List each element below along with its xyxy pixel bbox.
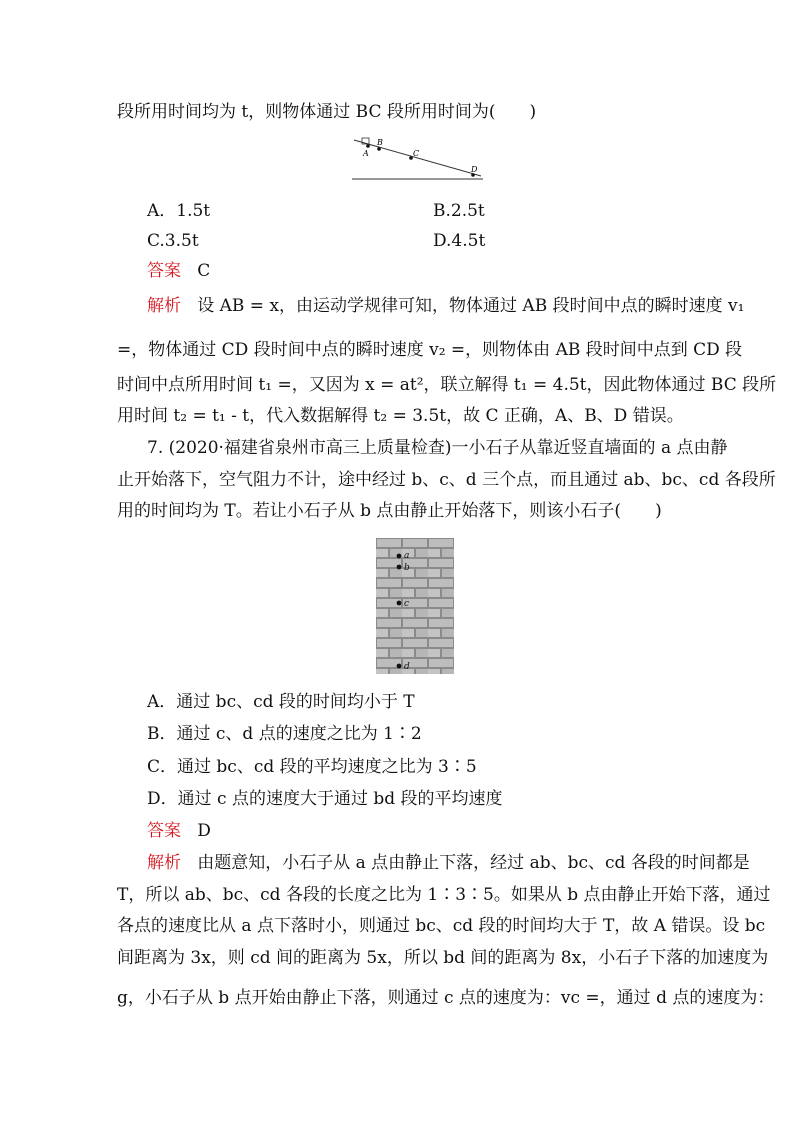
q7-analysis-line-5: g，小石子从 b 点开始由静止下落，则通过 c 点的速度为：vc =，通过 d 点的速度为： bbox=[117, 988, 775, 1008]
q7-option-a: A．通过 bc、cd 段的时间均小于 T bbox=[147, 692, 415, 712]
q7-analysis-line-2: T，所以 ab、bc、cd 各段的长度之比为 1∶3∶5。如果从 b 点由静止开始下落，通过 bbox=[117, 885, 771, 905]
incline-figure bbox=[348, 134, 488, 184]
label-b: b bbox=[404, 563, 410, 573]
q7-option-d: D．通过 c 点的速度大于通过 bd 段的平均速度 bbox=[147, 789, 503, 809]
point-b-dot bbox=[397, 565, 402, 570]
point-b-dot bbox=[377, 147, 381, 151]
q6-option-c: C.3.5t bbox=[147, 231, 199, 251]
answer-label: 答案 bbox=[147, 821, 181, 841]
point-c-dot bbox=[397, 601, 402, 606]
q7-stem-line-2: 止开始落下，空气阻力不计，途中经过 b、c、d 三个点，而且通过 ab、bc、cd 各段所 bbox=[117, 470, 776, 490]
label-c: c bbox=[404, 599, 410, 609]
answer-value: C bbox=[197, 261, 211, 281]
analysis-label: 解析 bbox=[147, 853, 181, 873]
label-c: C bbox=[413, 149, 420, 158]
q6-analysis-line-4: 用时间 t₂ = t₁ - t，代入数据解得 t₂ = 3.5t，故 C 正确，A、B、D 错误。 bbox=[117, 406, 684, 426]
q7-analysis-line-1 bbox=[147, 853, 750, 873]
q7-analysis-line-4: 间距离为 3x，则 cd 间的距离为 5x，所以 bd 间的距离为 8x，小石子下落的加速度为 bbox=[117, 948, 769, 968]
q7-stem-line-1: 7. (2020·福建省泉州市高三上质量检查)一小石子从靠近竖直墙面的 a 点由静 bbox=[147, 438, 728, 458]
label-a: A bbox=[363, 149, 369, 158]
answer-label: 答案 bbox=[147, 261, 181, 281]
analysis-label: 解析 bbox=[147, 296, 181, 316]
q6-answer bbox=[147, 261, 210, 281]
q6-option-a: A．1.5t bbox=[147, 201, 211, 221]
analysis-text: 由题意知，小石子从 a 点由静止下落，经过 ab、bc、cd 各段的时间都是 bbox=[197, 853, 750, 873]
point-a-dot bbox=[366, 144, 370, 148]
q7-analysis-line-3: 各点的速度比从 a 点下落时小，则通过 bc、cd 段的时间均大于 T，故 A 错误。设 bc bbox=[117, 916, 766, 936]
point-d-dot bbox=[397, 664, 402, 669]
analysis-text: 设 AB = x，由运动学规律可知，物体通过 AB 段时间中点的瞬时速度 v₁ bbox=[197, 296, 745, 316]
point-a-dot bbox=[397, 554, 402, 559]
q7-option-c: C．通过 bc、cd 段的平均速度之比为 3∶5 bbox=[147, 757, 477, 777]
q6-analysis-line-2: =，物体通过 CD 段时间中点的瞬时速度 v₂ =，则物体由 AB 段时间中点到 CD 段 bbox=[117, 340, 743, 360]
answer-value: D bbox=[197, 821, 211, 841]
q6-option-b: B.2.5t bbox=[433, 201, 485, 221]
brick-wall-figure bbox=[376, 538, 454, 674]
q7-option-b: B．通过 c、d 点的速度之比为 1∶2 bbox=[147, 724, 422, 744]
q6-analysis-line-1 bbox=[147, 296, 744, 316]
label-b: B bbox=[377, 138, 383, 147]
q6-analysis-line-3: 时间中点所用时间 t₁ =，又因为 x = at²，联立解得 t₁ = 4.5t，因此物体通过 BC 段所 bbox=[117, 375, 777, 395]
label-d: D bbox=[471, 165, 478, 174]
q6-option-d: D.4.5t bbox=[433, 231, 486, 251]
incline-line bbox=[354, 140, 481, 176]
wall-bg bbox=[376, 538, 454, 674]
q6-stem-line: 段所用时间均为 t，则物体通过 BC 段所用时间为( ) bbox=[117, 102, 537, 122]
label-a: a bbox=[404, 551, 410, 561]
q7-stem-line-3: 用的时间均为 T。若让小石子从 b 点由静止开始落下，则该小石子( ) bbox=[117, 501, 662, 521]
q7-answer bbox=[147, 821, 211, 841]
label-d: d bbox=[404, 662, 410, 672]
